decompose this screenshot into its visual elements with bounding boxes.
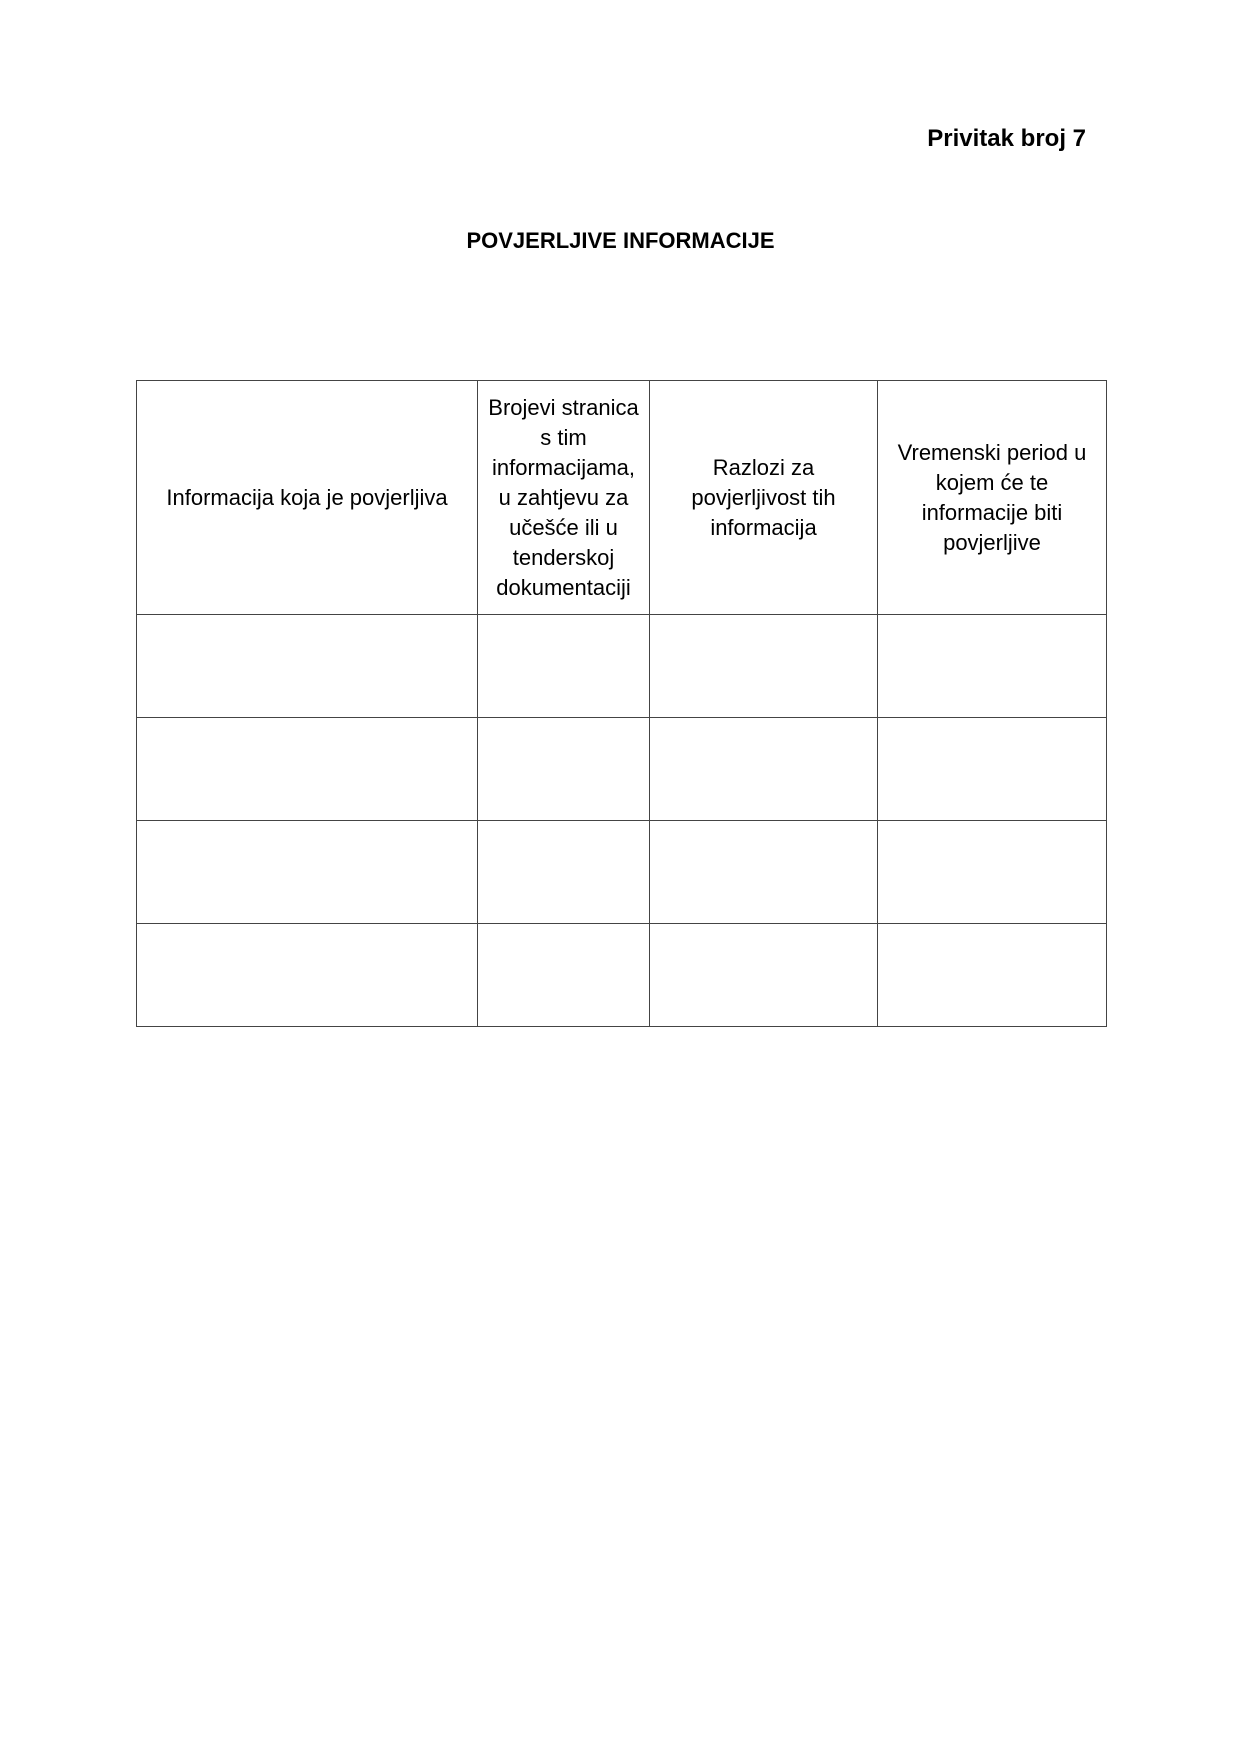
table-cell[interactable] <box>878 718 1107 821</box>
table-cell[interactable] <box>478 821 650 924</box>
column-header-information: Informacija koja je povjerljiva <box>137 381 478 615</box>
table-cell[interactable] <box>478 924 650 1027</box>
table-row <box>137 924 1107 1027</box>
table-cell[interactable] <box>878 924 1107 1027</box>
table-cell[interactable] <box>650 821 878 924</box>
table-cell[interactable] <box>137 615 478 718</box>
table-row <box>137 615 1107 718</box>
table-header-row <box>137 381 1107 615</box>
table-cell[interactable] <box>878 821 1107 924</box>
table-cell[interactable] <box>650 718 878 821</box>
table-cell[interactable] <box>878 615 1107 718</box>
column-header-time-period: Vremenski period u kojem će te informacije biti povjerljive <box>878 381 1107 615</box>
page-title: POVJERLJIVE INFORMACIJE <box>466 228 775 253</box>
table-cell[interactable] <box>137 718 478 821</box>
table-cell[interactable] <box>650 615 878 718</box>
table-row <box>137 821 1107 924</box>
attachment-label: Privitak broj 7 <box>927 125 1086 152</box>
confidential-info-table <box>136 380 1107 1027</box>
table-cell[interactable] <box>137 821 478 924</box>
table-row <box>137 718 1107 821</box>
table-cell[interactable] <box>478 718 650 821</box>
column-header-reasons: Razlozi za povjerljivost tih informacija <box>650 381 878 615</box>
column-header-page-numbers: Brojevi stranica s tim informacijama, u zahtjevu za učešće ili u tenderskoj dokumentaciji <box>478 381 650 615</box>
table-cell[interactable] <box>137 924 478 1027</box>
table-cell[interactable] <box>650 924 878 1027</box>
table-cell[interactable] <box>478 615 650 718</box>
